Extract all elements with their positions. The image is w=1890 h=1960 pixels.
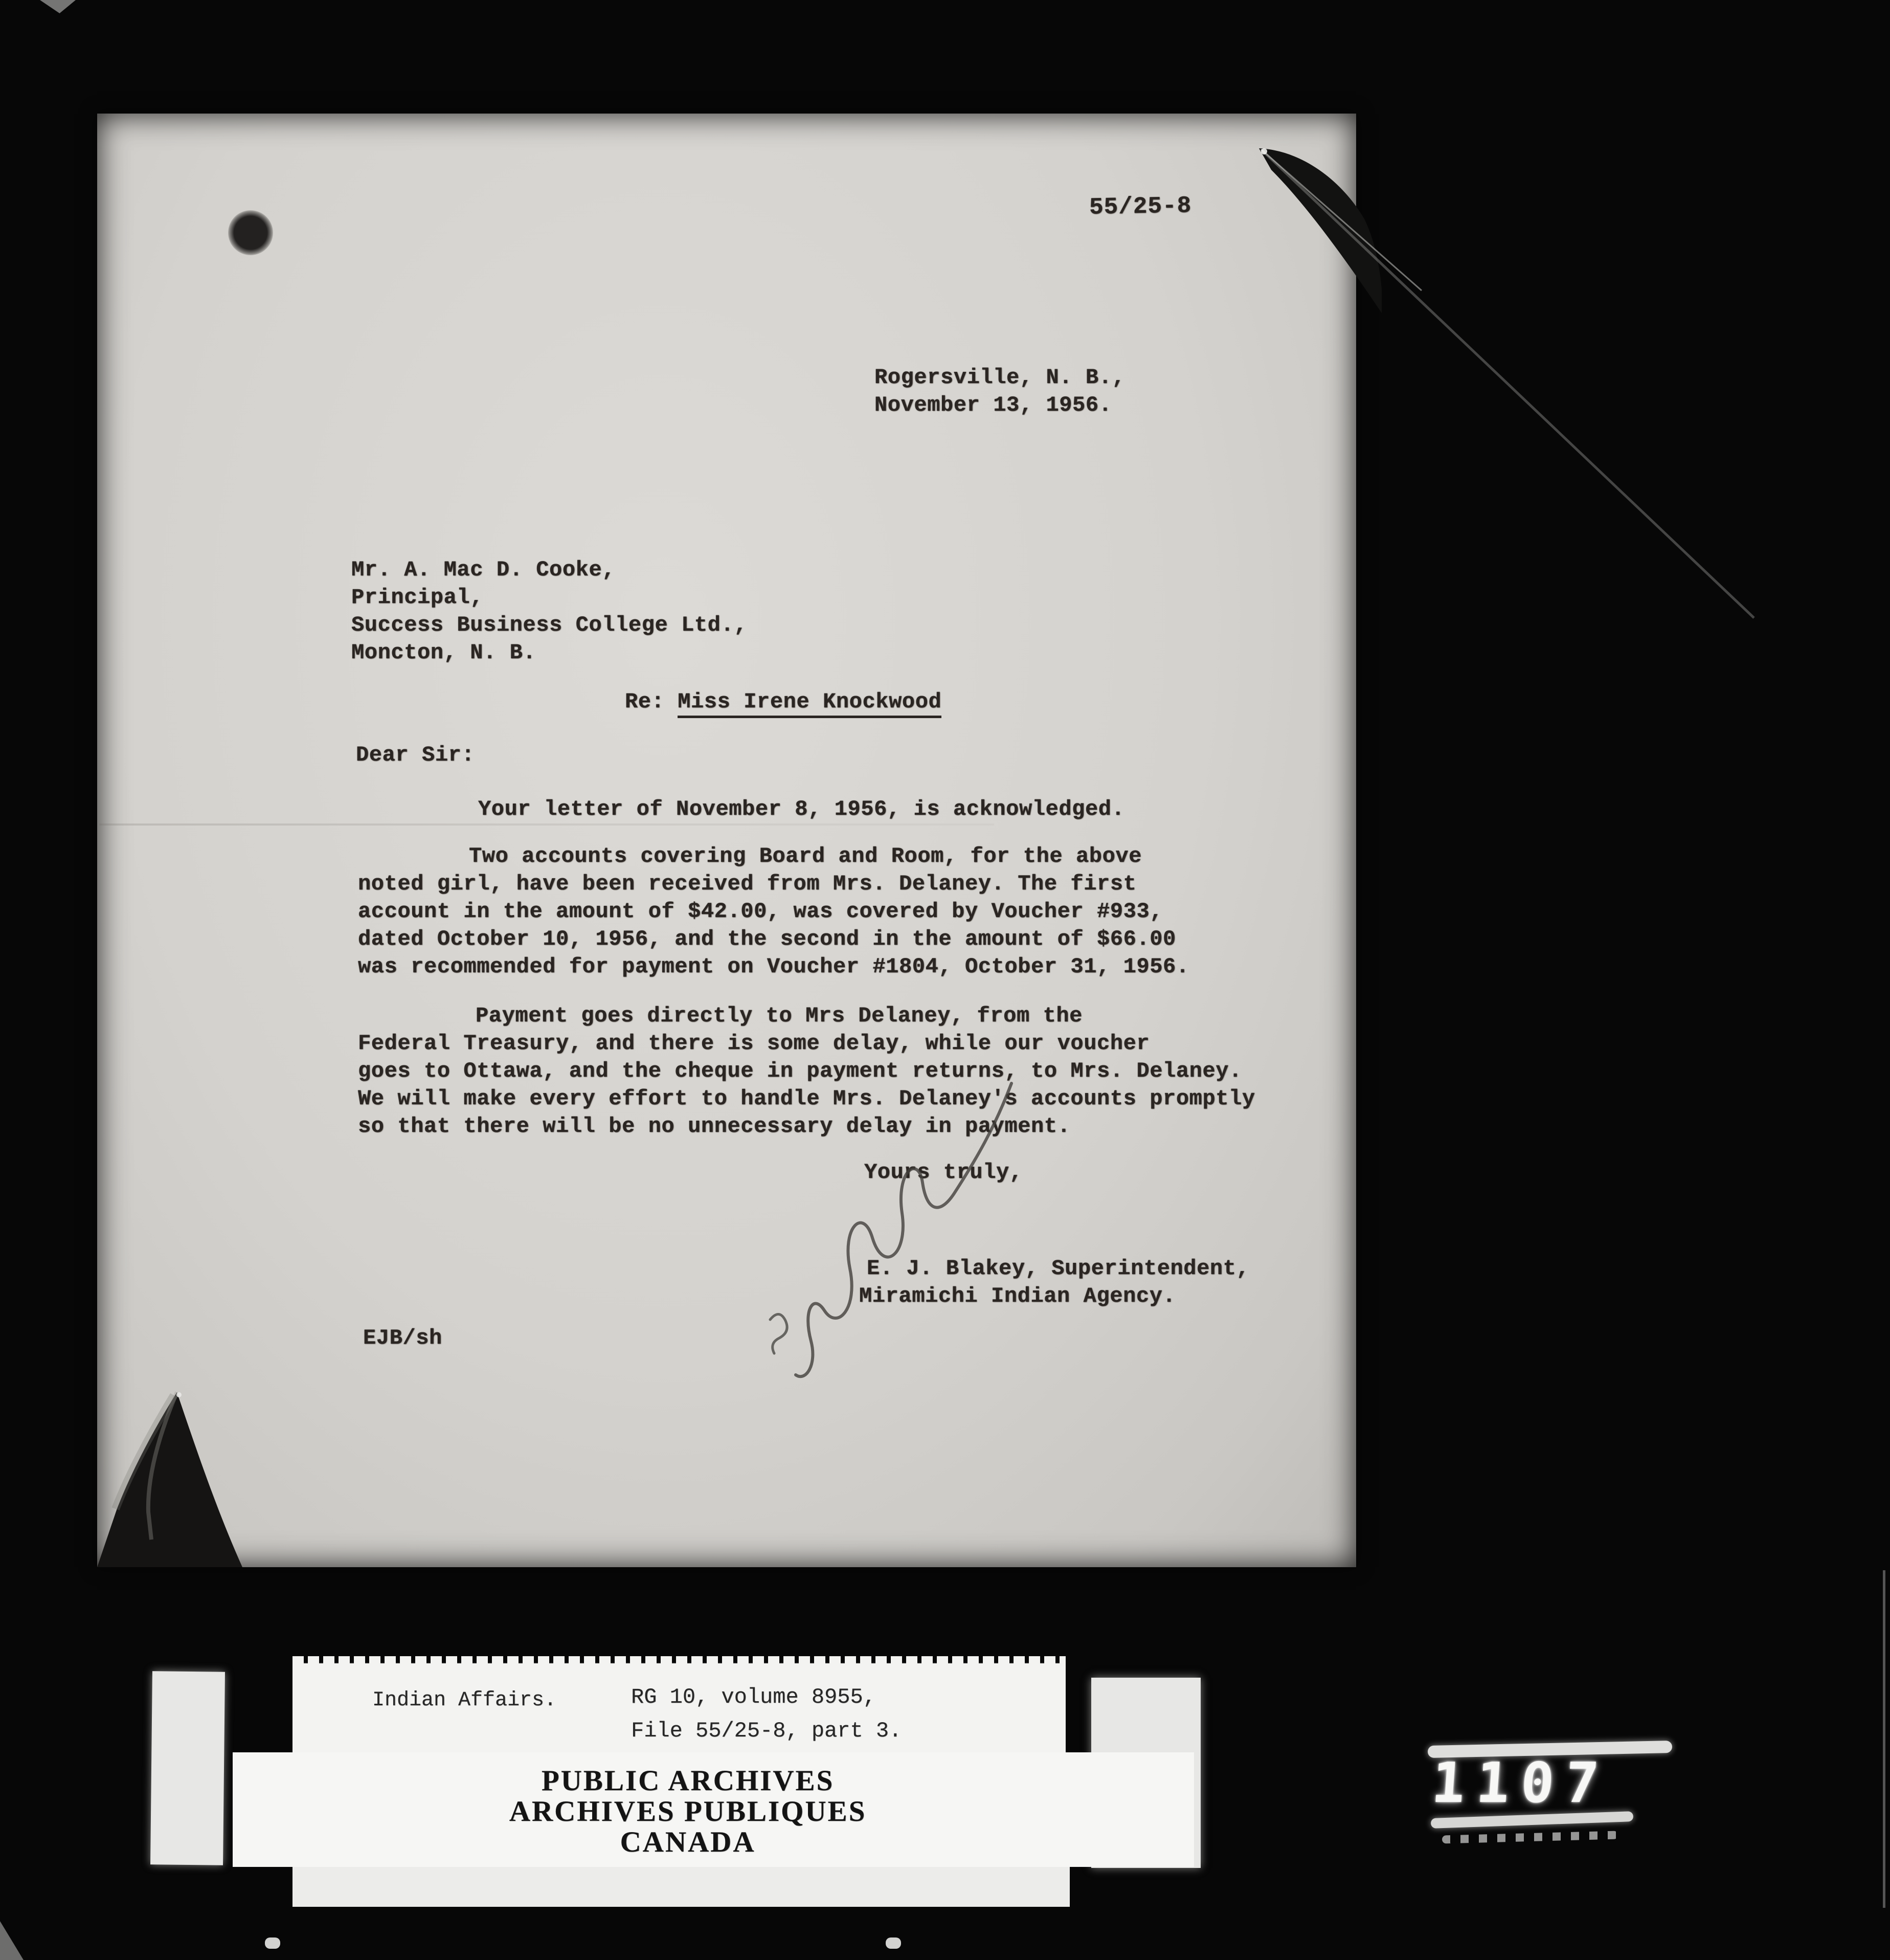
para3-line5: so that there will be no unnecessary delay in payment. — [358, 1114, 1071, 1139]
holder-bar-left — [150, 1671, 225, 1865]
para2-line4: dated October 10, 1956, and the second in the amount of $66.00 — [358, 927, 1176, 951]
recipient-title: Principal, — [351, 585, 484, 610]
film-edge-line — [1883, 1570, 1885, 1908]
sprocket-dot-left — [265, 1937, 280, 1949]
file-number-annotation: 55/25-8 — [1089, 192, 1192, 221]
para3-line2: Federal Treasury, and there is some delay, while our voucher — [358, 1031, 1150, 1056]
letter-place-line: Rogersville, N. B., — [874, 365, 1126, 390]
film-sliver-top-left — [40, 0, 76, 13]
institution-line-en: PUBLIC ARCHIVES — [541, 1765, 835, 1797]
reference-initials: EJB/sh — [363, 1326, 442, 1350]
para2-line2: noted girl, have been received from Mrs. Delaney. The first — [358, 872, 1137, 896]
letter-page — [97, 114, 1356, 1567]
punch-hole — [228, 210, 273, 255]
para2-line3: account in the amount of $42.00, was covered by Voucher #933, — [358, 899, 1163, 924]
collection-label: Indian Affairs. — [372, 1689, 557, 1712]
para2-line5: was recommended for payment on Voucher #1804, October 31, 1956. — [358, 954, 1189, 979]
holder-bottom-strip — [292, 1867, 1070, 1907]
reference-line-2: File 55/25-8, part 3. — [631, 1719, 902, 1743]
film-sliver-bottom-left — [0, 1921, 24, 1960]
perforation-edge — [292, 1656, 1066, 1663]
institution-line-country: CANADA — [620, 1826, 756, 1858]
recipient-org: Success Business College Ltd., — [351, 613, 748, 637]
recipient-name: Mr. A. Mac D. Cooke, — [351, 558, 616, 582]
institution-line-fr: ARCHIVES PUBLIQUES — [509, 1795, 867, 1828]
reference-line-1: RG 10, volume 8955, — [631, 1685, 876, 1709]
institution-card — [233, 1752, 1194, 1867]
para3-line3: goes to Ottawa, and the cheque in payment returns, to Mrs. Delaney. — [358, 1059, 1242, 1083]
sprocket-dot-right — [886, 1937, 901, 1949]
para2-line1: Two accounts covering Board and Room, for the above — [469, 844, 1142, 868]
counter-serration — [1442, 1831, 1618, 1844]
paper-crease — [99, 823, 994, 826]
frame-counter: 1107 — [1429, 1751, 1612, 1815]
para1-line1: Your letter of November 8, 1956, is acknowledged. — [478, 797, 1125, 821]
reference-card — [292, 1662, 1066, 1752]
signer-name-line: E. J. Blakey, Superintendent, — [867, 1256, 1250, 1281]
subject-line — [625, 689, 941, 714]
closing-line: Yours truly, — [864, 1160, 1023, 1185]
salutation: Dear Sir: — [356, 743, 475, 767]
letter-date-line: November 13, 1956. — [874, 393, 1112, 417]
para3-line1: Payment goes directly to Mrs Delaney, from the — [476, 1004, 1083, 1028]
recipient-city: Moncton, N. B. — [351, 640, 536, 665]
subject-name: Miss Irene Knockwood — [678, 689, 941, 718]
subject-prefix: Re: — [625, 689, 678, 714]
para3-line4: We will make every effort to handle Mrs. Delaney's accounts promptly — [358, 1086, 1255, 1111]
signer-agency-line: Miramichi Indian Agency. — [859, 1284, 1176, 1308]
